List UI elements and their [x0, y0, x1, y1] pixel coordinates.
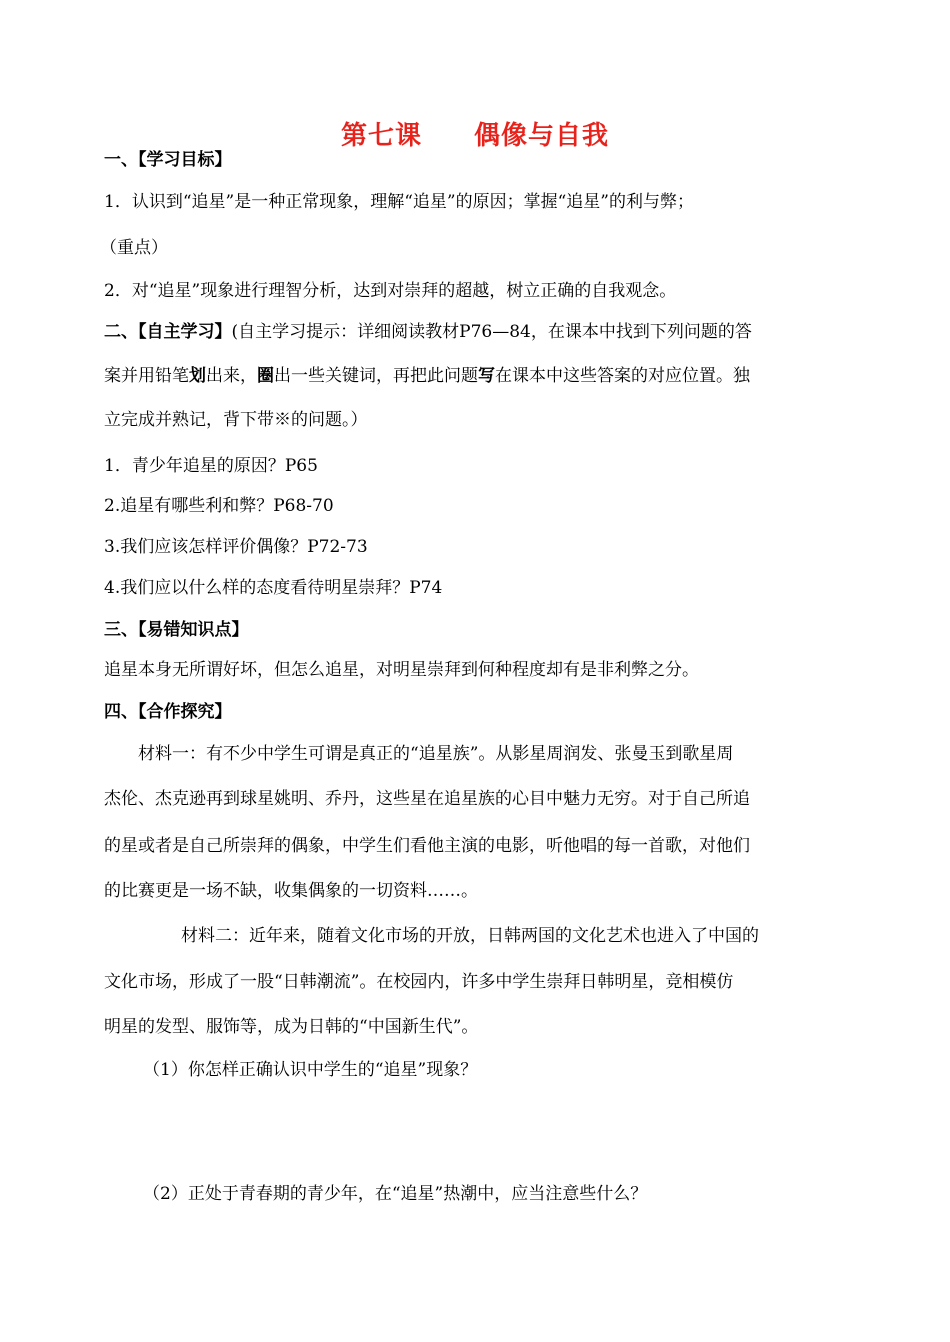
lesson-topic: 偶像与自我 — [474, 121, 610, 151]
goal-item-1: 1．认识到“追星”是一种正常现象，理解“追星”的原因；掌握“追星”的利与弊； — [104, 192, 694, 212]
hint-keyword-draw: 划 — [189, 366, 206, 386]
material-1-line-2: 杰伦、杰克逊再到球星姚明、乔丹，这些星在追星族的心目中魅力无穷。对于自己所追 — [104, 789, 750, 809]
section-heading-errors: 三、【易错知识点】 — [104, 620, 249, 640]
material-2-line-1: 材料二：近年来，随着文化市场的开放，日韩两国的文化艺术也进入了中国的 — [181, 926, 759, 946]
goal-item-2: 2．对“追星”现象进行理智分析，达到对崇拜的超越，树立正确的自我观念。 — [104, 281, 677, 301]
error-point-text: 追星本身无所谓好坏，但怎么追星，对明星崇拜到何种程度却有是非利弊之分。 — [104, 660, 699, 680]
question-1: 1．青少年追星的原因？P65 — [104, 456, 318, 476]
question-3: 3.我们应该怎样评价偶像？P72-73 — [104, 537, 368, 557]
self-study-hint-line-2 — [104, 364, 849, 388]
hint-text: 案并用铅笔 — [104, 366, 189, 386]
hint-text: 出一些关键词，再把此问题 — [274, 366, 478, 386]
hint-text: 在课本中这些答案的对应位置。独 — [495, 366, 750, 386]
material-2-line-3: 明星的发型、服饰等，成为日韩的“中国新生代”。 — [104, 1017, 479, 1037]
material-1-line-4: 的比赛更是一场不缺，收集偶象的一切资料……。 — [104, 881, 478, 901]
self-study-hint-line-3: 立完成并熟记，背下带※的问题。） — [104, 410, 368, 430]
page-title — [0, 115, 950, 152]
material-1-line-1: 材料一：有不少中学生可谓是真正的“追星族”。从影星周润发、张曼玉到歌星周 — [138, 744, 734, 764]
section-heading-explore: 四、【合作探究】 — [104, 702, 232, 722]
section-heading-self-study: 二、【自主学习】 — [104, 322, 232, 342]
hint-text: 出来， — [206, 366, 257, 386]
self-study-hint: (自主学习提示：详细阅读教材P76—84，在课本中找到下列问题的答 — [231, 322, 752, 342]
hint-keyword-circle: 圈 — [257, 366, 274, 386]
explore-question-1: （1）你怎样正确认识中学生的“追星”现象？ — [143, 1060, 478, 1080]
question-2: 2.追星有哪些利和弊？P68-70 — [104, 496, 334, 516]
question-4: 4.我们应以什么样的态度看待明星崇拜？P74 — [104, 578, 443, 598]
self-study-intro — [104, 320, 849, 344]
explore-question-2: （2）正处于青春期的青少年，在“追星”热潮中，应当注意些什么？ — [143, 1184, 648, 1204]
goal-item-1-note: （重点） — [100, 238, 168, 258]
section-heading-goals: 一、【学习目标】 — [104, 150, 232, 170]
material-2-line-2: 文化市场，形成了一股“日韩潮流”。在校园内，许多中学生崇拜日韩明星，竞相模仿 — [104, 972, 734, 992]
lesson-number: 第七课 — [340, 121, 422, 151]
hint-keyword-write: 写 — [478, 366, 495, 386]
material-1-line-3: 的星或者是自己所崇拜的偶象，中学生们看他主演的电影，听他唱的每一首歌，对他们 — [104, 836, 750, 856]
